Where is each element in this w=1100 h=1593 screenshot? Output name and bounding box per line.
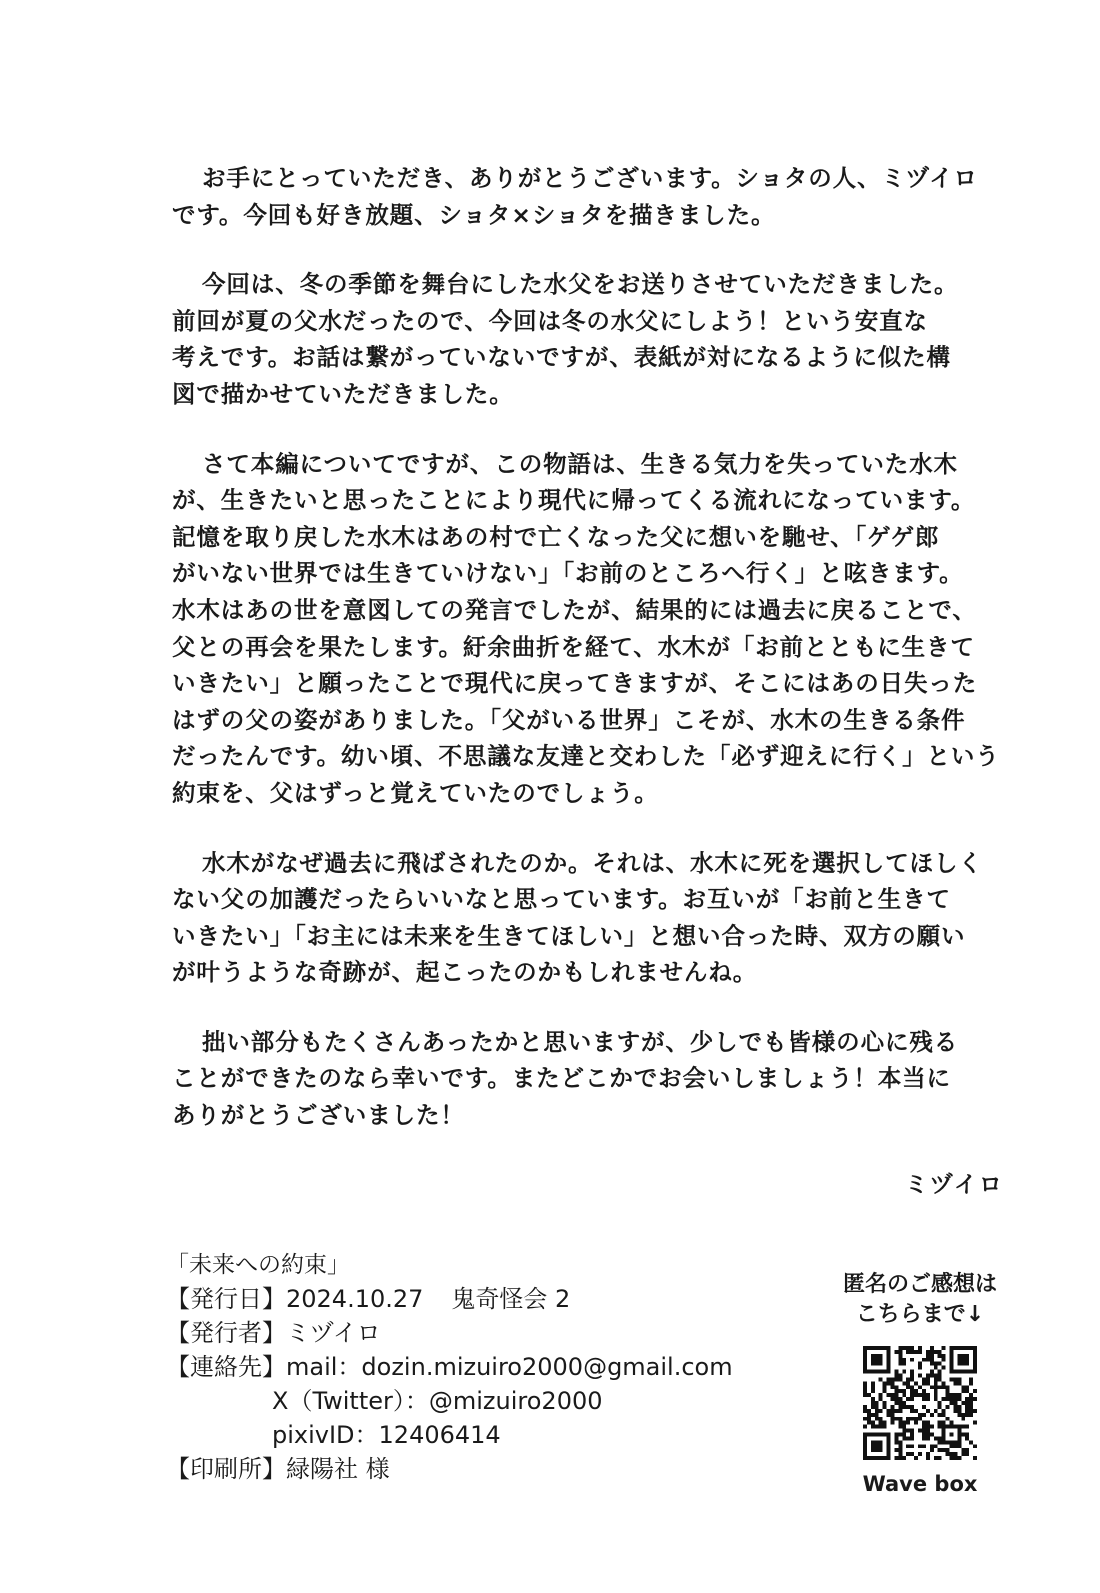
afterword-line: 前回が夏の父水だったので、今回は冬の水父にしよう！という安直な [172, 306, 928, 335]
colophon [166, 1248, 786, 1486]
book-title: 「未来への約束」 [166, 1252, 350, 1278]
afterword-line: ない父の加護だったらいいなと思っています。お互いが「お前と生きて [172, 885, 951, 914]
afterword-line: いきたい」と願ったことで現代に戻ってきますが、そこにはあの日失った [172, 669, 978, 698]
afterword-line: です。今回も好き放題、ショタ×ショタを描きました。 [172, 200, 776, 229]
afterword-line: さて本編についてですが、この物語は、生きる気力を失っていた水木 [202, 449, 958, 478]
afterword-paragraph-3 [172, 446, 1022, 812]
publisher-label: 【発行者】 [166, 1319, 286, 1347]
qr-code-icon[interactable] [863, 1346, 977, 1460]
afterword-paragraph-2 [172, 266, 1022, 412]
afterword-line: ことができたのなら幸いです。またどこかでお会いしましょう！本当に [172, 1064, 951, 1093]
contact-row [166, 1350, 786, 1384]
afterword-line: 記憶を取り戻した水木はあの村で亡くなった父に想いを馳せ、「ゲゲ郎 [172, 522, 940, 551]
wave-box-label: Wave box [862, 1472, 978, 1496]
afterword-paragraph-5 [172, 1024, 1022, 1134]
publisher-row [166, 1316, 786, 1350]
printer-row [166, 1452, 786, 1486]
afterword-paragraph-1 [172, 160, 1022, 233]
contact-pixiv[interactable]: pixivID：12406414 [272, 1421, 501, 1449]
publish-date-row [166, 1282, 786, 1316]
printer-label: 【印刷所】 [166, 1455, 286, 1483]
printer-name: 緑陽社 様 [286, 1455, 390, 1483]
publisher-name: ミヅイロ [286, 1319, 381, 1347]
afterword-line: 今回は、冬の季節を舞台にした水父をお送りさせていただきました。 [202, 270, 959, 299]
afterword-line: 拙い部分もたくさんあったかと思いますが、少しでも皆様の心に残る [202, 1027, 959, 1056]
publish-date-label: 【発行日】 [166, 1285, 286, 1313]
contact-pixiv-row [166, 1418, 786, 1452]
afterword-line: はずの父の姿がありました。「父がいる世界」こそが、水木の生きる条件 [172, 705, 966, 734]
afterword-body [172, 160, 1022, 1167]
contact-label: 【連絡先】 [166, 1353, 286, 1381]
feedback-block [820, 1270, 1020, 1496]
afterword-line: 水木はあの世を意図しての発言でしたが、結果的には過去に戻ることで、 [172, 595, 977, 624]
afterword-line: いきたい」「お主には未来を生きてほしい」と想い合った時、双方の願い [172, 921, 966, 950]
contact-x-row [166, 1384, 786, 1418]
afterword-line: 約束を、父はずっと覚えていたのでしょう。 [172, 778, 659, 807]
afterword-line: 父との再会を果たします。紆余曲折を経て、水木が「お前とともに生きて [172, 632, 975, 661]
author-signature: ミヅイロ [905, 1172, 1004, 1198]
afterword-line: だったんです。幼い頃、不思議な友達と交わした「必ず迎えに行く」という [172, 742, 1000, 771]
afterword-line: 考えです。お話は繋がっていないですが、表紙が対になるように似た構 [172, 343, 951, 372]
afterword-line: お手にとっていただき、ありがとうございます。ショタの人、ミヅイロ [202, 164, 978, 192]
afterword-line: ありがとうございました！ [172, 1101, 465, 1130]
feedback-caption-line1: 匿名のご感想は [842, 1272, 997, 1297]
afterword-line: が、生きたいと思ったことにより現代に帰ってくる流れになっています。 [172, 486, 976, 515]
afterword-line: が叶うような奇跡が、起こったのかもしれませんね。 [172, 958, 758, 987]
feedback-caption-line2: こちらまで↓ [855, 1302, 985, 1327]
afterword-line: 水木がなぜ過去に飛ばされたのか。それは、水木に死を選択してほしく [202, 848, 983, 877]
publish-date: 2024.10.27 [286, 1285, 424, 1313]
afterword-paragraph-4 [172, 845, 1022, 991]
afterword-line: がいない世界では生きていけない」「お前のところへ行く」と呟きます。 [172, 559, 964, 588]
afterword-line: 図で描かせていただきました。 [172, 379, 514, 408]
contact-mail[interactable]: mail：dozin.mizuiro2000@gmail.com [286, 1353, 733, 1381]
event-name: 鬼奇怪会 2 [451, 1285, 571, 1313]
contact-x[interactable]: X（Twitter）：@mizuiro2000 [272, 1387, 603, 1415]
